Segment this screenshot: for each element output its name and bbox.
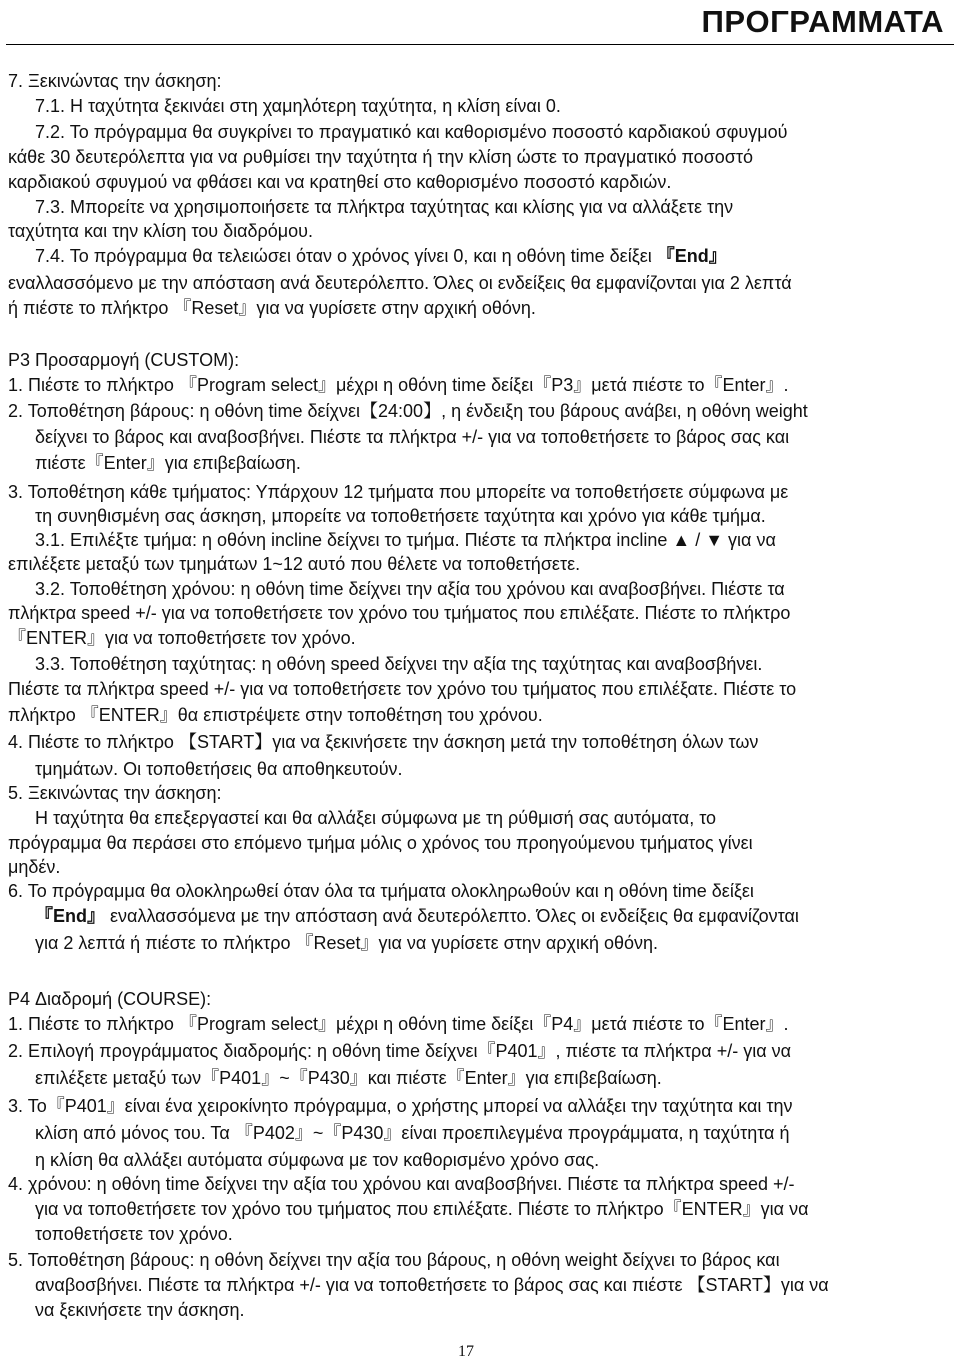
p3-step-4-line1: 4. Πιέστε το πλήκτρο 【START】για να ξεκινήσετε την άσκηση μετά την τοποθέτηση όλων των xyxy=(8,732,759,752)
p4-step-3-line2: κλίση από μόνος του. Τα 『P402』~『P430』είναι προεπιλεγμένα προγράμματα, η ταχύτητα ή xyxy=(35,1123,790,1143)
p3-step-3-1-line1: 3.1. Επιλέξτε τμήμα: η οθόνη incline δείχνει το τμήμα. Πιέστε τα πλήκτρα incline ▲ / ▼ για να xyxy=(35,530,776,550)
p3-step-6-line3: για 2 λεπτά ή πιέστε το πλήκτρο 『Reset』για να γυρίσετε στην αρχική οθόνη. xyxy=(35,933,659,953)
p4-step-2-line1: 2. Επιλογή προγράμματος διαδρομής: η οθόνη time δείχνει『P401』, πιέστε τα πλήκτρα +/- για να xyxy=(8,1041,792,1061)
p3-step-5-line4: μηδέν. xyxy=(8,857,61,877)
p3-step-4-line2: τμημάτων. Οι τοποθετήσεις θα αποθηκευτούν. xyxy=(35,759,403,779)
p3-step-6-line1: 6. Το πρόγραμμα θα ολοκληρωθεί όταν όλα τα τμήματα ολοκληρωθούν και η οθόνη time δείξει xyxy=(8,881,754,901)
end-indicator: 『End』 xyxy=(656,246,727,266)
page-header xyxy=(6,0,954,45)
end-indicator: 『End』 xyxy=(35,906,105,926)
p3-step-3-3-line1: 3.3. Τοποθέτηση ταχύτητας: η οθόνη speed δείχνει την αξία της ταχύτητας και αναβοσβήνει. xyxy=(35,654,763,674)
p3-step-2-line1: 2. Τοποθέτηση βάρους: η οθόνη time δείχνει【24:00】, η ένδειξη του βάρους ανάβει, η οθόνη weight xyxy=(8,401,808,421)
p3-step-3-2-line1: 3.2. Τοποθέτηση χρόνου: η οθόνη time δείχνει την αξία του χρόνου και αναβοσβήνει. Πιέστε τα xyxy=(35,579,785,599)
p3-step-3-2-line2: πλήκτρα speed +/- για να τοποθετήσετε τον χρόνο του τμήματος που επιλέξατε. Πιέστε το πλήκτρο xyxy=(8,603,791,623)
p4-step-4-line3: τοποθετήσετε τον χρόνο. xyxy=(35,1224,233,1244)
p3-step-3-2-line3: 『ENTER』για να τοποθετήσετε τον χρόνο. xyxy=(8,628,356,648)
p3-step-3-1-line2: επιλέξετε μεταξύ των τμημάτων 1~12 αυτό που θέλετε να τοποθετήσετε. xyxy=(8,554,581,574)
section7-item-2-line3: καρδιακού σφυγμού να φθάσει και να κρατηθεί στο καθορισμένο ποσοστό καρδιών. xyxy=(8,172,672,192)
p3-step-5-line3: πρόγραμμα θα περάσει στο επόμενο τμήμα μόλις ο χρόνος του προηγούμενου τμήματος γίνει xyxy=(8,833,753,853)
p4-step-5-line3: να ξεκινήσετε την άσκηση. xyxy=(35,1300,245,1320)
section7-item-4-line2: εναλλασσόμενο με την απόσταση ανά δευτερόλεπτο. Όλες οι ενδείξεις θα εμφανίζονται για 2 λεπτά xyxy=(8,273,792,293)
p4-step-1: 1. Πιέστε το πλήκτρο 『Program select』μέχρι η οθόνη time δείξει『P4』μετά πιέστε το『Enter』. xyxy=(8,1014,789,1034)
p4-step-3-line1: 3. Το『P401』είναι ένα χειροκίνητο πρόγραμμα, ο χρήστης μπορεί να αλλάξει την ταχύτητα και την xyxy=(8,1096,793,1116)
p3-step-1: 1. Πιέστε το πλήκτρο 『Program select』μέχρι η οθόνη time δείξει『P3』μετά πιέστε το『Enter』. xyxy=(8,375,789,395)
section7-item-1: 7.1. Η ταχύτητα ξεκινάει στη χαμηλότερη ταχύτητα, η κλίση είναι 0. xyxy=(35,96,561,116)
p3-heading: P3 Προσαρμογή (CUSTOM): xyxy=(8,350,240,370)
p4-step-3-line3: η κλίση θα αλλάξει αυτόματα σύμφωνα με τον καθορισμένο χρόνο σας. xyxy=(35,1150,600,1170)
p3-step-5-line2: Η ταχύτητα θα επεξεργαστεί και θα αλλάξει σύμφωνα με τη ρύθμισή σας αυτόματα, το xyxy=(35,808,717,828)
p3-step-2-line3: πιέστε『Enter』για επιβεβαίωση. xyxy=(35,453,301,473)
section7-heading: 7. Ξεκινώντας την άσκηση: xyxy=(8,71,222,91)
p3-step-3-line2: τη συνηθισμένη σας άσκηση, μπορείτε να τοποθετήσετε ταχύτητα και χρόνο για κάθε τμήμα. xyxy=(35,506,766,526)
p3-step-5-line1: 5. Ξεκινώντας την άσκηση: xyxy=(8,783,222,803)
section7-item-2-line1: 7.2. Το πρόγραμμα θα συγκρίνει το πραγματικό και καθορισμένο ποσοστό καρδιακού σφυγμού xyxy=(35,122,788,142)
page-number: 17 xyxy=(458,1343,474,1360)
p3-step-6-line2 xyxy=(35,905,799,927)
p4-heading: P4 Διαδρομή (COURSE): xyxy=(8,989,212,1009)
p4-step-5-line1: 5. Τοποθέτηση βάρους: η οθόνη δείχνει την αξία του βάρους, η οθόνη weight δείχνει το βάρος και xyxy=(8,1250,780,1270)
section7-item-4-line1 xyxy=(35,245,727,267)
section7-item-2-line2: κάθε 30 δευτερόλεπτα για να ρυθμίσει την ταχύτητα ή την κλίση ώστε το πραγματικό ποσοστό xyxy=(8,147,754,167)
page-title: ΠΡΟΓΡΑΜΜΑΤΑ xyxy=(701,4,944,39)
p3-step-3-3-line2: Πιέστε τα πλήκτρα speed +/- για να τοποθετήσετε τον χρόνο του τμήματος που επιλέξατε. Πιέστε το xyxy=(8,679,797,699)
section7-item-4-text: 7.4. Το πρόγραμμα θα τελειώσει όταν ο χρόνος γίνει 0, και η οθόνη time δείξει xyxy=(35,246,652,266)
p3-step-3-3-line3: πλήκτρο 『ENTER』θα επιστρέψετε στην τοποθέτηση του χρόνου. xyxy=(8,705,543,725)
p4-step-4-line2: για να τοποθετήσετε τον χρόνο του τμήματος που επιλέξατε. Πιέστε το πλήκτρο『ENTER』για να xyxy=(35,1199,809,1219)
p4-step-2-line2: επιλέξετε μεταξύ των『P401』~『P430』και πιέστε『Enter』για επιβεβαίωση. xyxy=(35,1068,662,1088)
p4-step-4-line1: 4. χρόνου: η οθόνη time δείχνει την αξία του χρόνου και αναβοσβήνει. Πιέστε τα πλήκτρα speed +/- xyxy=(8,1174,795,1194)
section7-item-4-line3: ή πιέστε το πλήκτρο 『Reset』για να γυρίσετε στην αρχική οθόνη. xyxy=(8,298,536,318)
section7-item-3-line1: 7.3. Μπορείτε να χρησιμοποιήσετε τα πλήκτρα ταχύτητας και κλίσης για να αλλάξετε την xyxy=(35,197,734,217)
p3-step-3-line1: 3. Τοποθέτηση κάθε τμήματος: Υπάρχουν 12 τμήματα που μπορείτε να τοποθετήσετε σύμφωνα με xyxy=(8,482,789,502)
p3-step-2-line2: δείχνει το βάρος και αναβοσβήνει. Πιέστε τα πλήκτρα +/- για να τοποθετήσετε το βάρος σας και xyxy=(35,427,790,447)
section7-item-3-line2: ταχύτητα και την κλίση του διαδρόμου. xyxy=(8,221,313,241)
p3-step-6-text: εναλλασσόμενα με την απόσταση ανά δευτερόλεπτο. Όλες οι ενδείξεις θα εμφανίζονται xyxy=(110,906,799,926)
p4-step-5-line2: αναβοσβήνει. Πιέστε τα πλήκτρα +/- για να τοποθετήσετε το βάρος σας και πιέστε 【START】για να xyxy=(35,1275,829,1295)
